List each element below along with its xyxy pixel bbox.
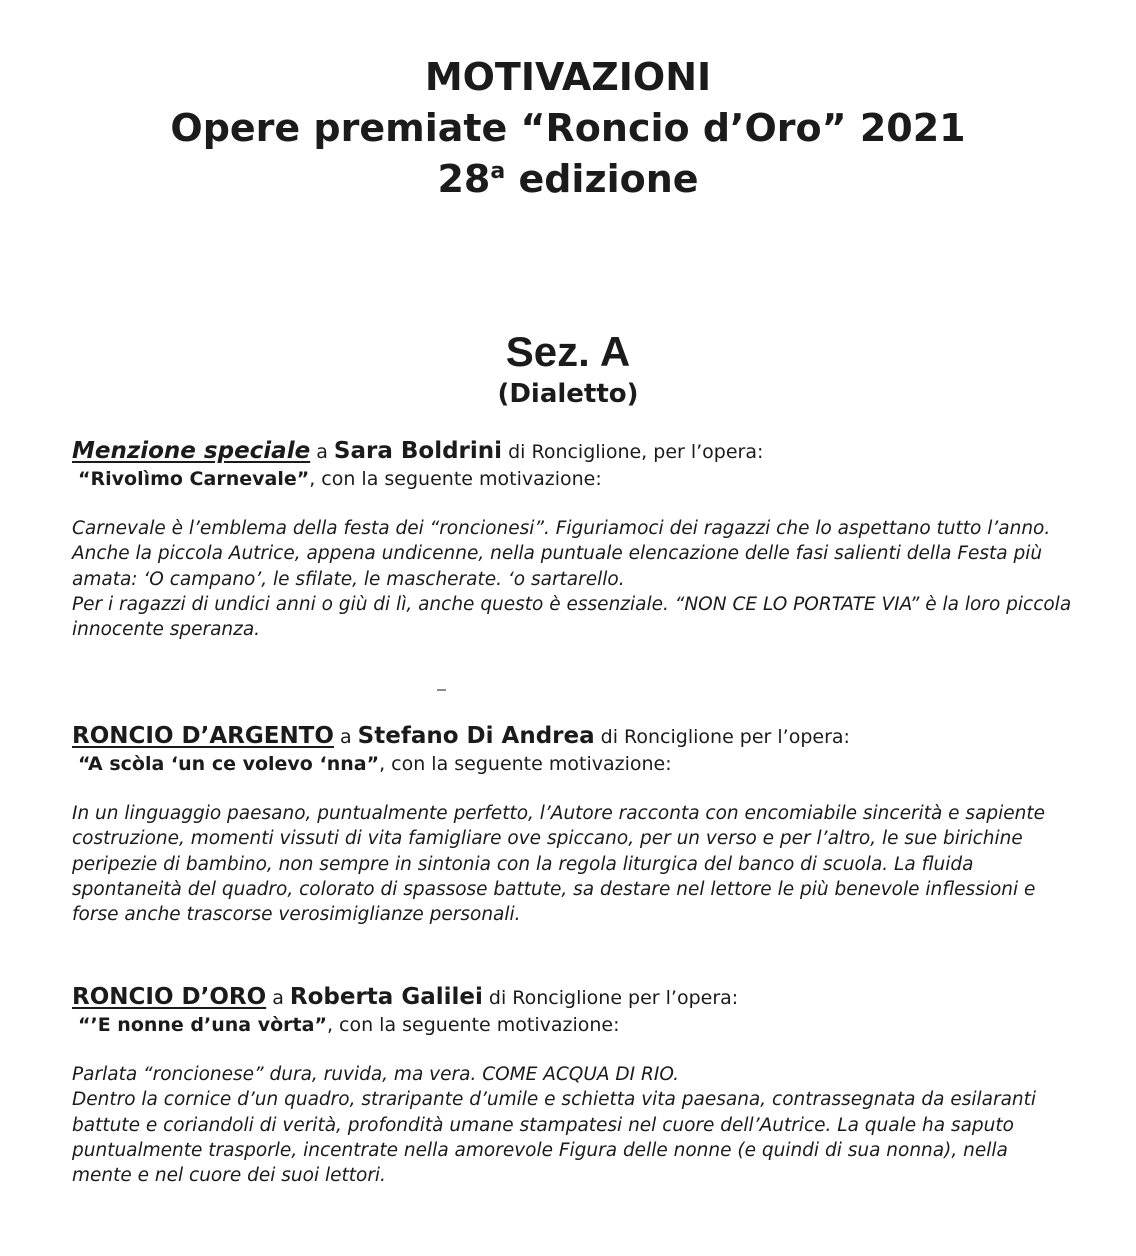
title-line-opere-premiate: Opere premiate “Roncio d’Oro” 2021 [170, 106, 966, 150]
motivation-text [72, 1062, 1072, 1188]
motivation-paragraph: Anche la piccola Autrice, appena undicenne, nella puntuale elencazione delle fasi salienti della Festa più amata: ‘O campano’, le sfilate, le mascherate. ‘o sartarello. [72, 543, 1043, 590]
award-heading [72, 722, 1072, 751]
author-name: Sara Boldrini [333, 438, 503, 464]
author-origin: di Ronciglione per l’opera: [482, 987, 739, 1009]
prize-connector: a [310, 441, 334, 463]
motivation-paragraph: In un linguaggio paesano, puntualmente perfetto, l’Autore racconta con encomiabile sincerità e sapiente costruzione, momenti vissuti di vita famigliare ove spiccano, per un verso e per l’altro, le sue birichine peripezie di bambino, non sempre in sintonia con la regola liturgica del banco di scuola. La fluida spontaneità del quadro, colorato di spassose battute, sa destare nel lettore le più benevole inflessioni e forse anche trascorse verosimiglianze personali. [72, 803, 1046, 926]
award-roncio-oro [72, 983, 1072, 1188]
motivation-text [72, 801, 1072, 927]
scan-speck [437, 689, 446, 691]
work-suffix: , con la seguente motivazione: [379, 753, 672, 775]
award-heading [72, 983, 1072, 1012]
prize-connector: a [333, 726, 358, 748]
work-suffix: , con la seguente motivazione: [326, 1014, 620, 1036]
edition-label: edizione [505, 157, 699, 201]
prize-name: RONCIO D’ORO [72, 984, 267, 1010]
author-origin: di Ronciglione per l’opera: [594, 726, 850, 748]
motivation-text [72, 516, 1072, 642]
work-title: “A scòla ‘un ce volevo ‘nna” [78, 753, 380, 775]
section-subtitle: (Dialetto) [497, 379, 639, 409]
title-line-edizione [0, 154, 1136, 205]
motivation-paragraph: Per i ragazzi di undici anni o giù di lì, anche questo è essenziale. “NON CE LO PORTATE VIA” è la loro piccola innocente speranza. [72, 593, 1072, 641]
motivation-paragraph: Parlata “roncionese” dura, ruvida, ma vera. COME ACQUA DI RIO. [72, 1064, 680, 1085]
work-title: “Rivolìmo Carnevale” [78, 468, 310, 490]
award-roncio-argento [72, 722, 1072, 927]
award-menzione-speciale [72, 437, 1072, 642]
prize-name: RONCIO D’ARGENTO [72, 723, 334, 749]
author-origin: di Ronciglione, per l’opera: [502, 441, 764, 463]
award-work-line [72, 466, 1072, 492]
section-title: Sez. A [505, 328, 631, 375]
author-name: Stefano Di Andrea [357, 723, 595, 749]
title-line-motivazioni: MOTIVAZIONI [424, 55, 712, 99]
author-name: Roberta Galilei [289, 984, 483, 1010]
prize-name: Menzione speciale [72, 438, 311, 464]
work-title: “’E nonne d’una vòrta” [78, 1014, 327, 1036]
award-work-line [72, 751, 1072, 777]
work-suffix: , con la seguente motivazione: [309, 468, 602, 490]
prize-connector: a [266, 987, 290, 1009]
edition-number: 28 [437, 157, 491, 201]
award-work-line [72, 1012, 1072, 1038]
document-title [0, 52, 1136, 205]
edition-ordinal-sup: a [490, 159, 506, 184]
motivation-paragraph: Dentro la cornice d’un quadro, straripante d’umile e schietta vita paesana, contrassegnata da esilaranti battute e coriandoli di verità, profondità umane stampatesi nel cuore dell’Autrice. La quale ha saputo puntualmente trasporle, incentrate nella amorevole Figura delle nonne (e quindi di sua nonna), nella mente e nel cuore dei suoi lettori. [72, 1089, 1037, 1187]
award-heading [72, 437, 1072, 466]
motivation-paragraph: Carnevale è l’emblema della festa dei “roncionesi”. Figuriamoci dei ragazzi che lo aspettano tutto l’anno. [72, 518, 1051, 539]
